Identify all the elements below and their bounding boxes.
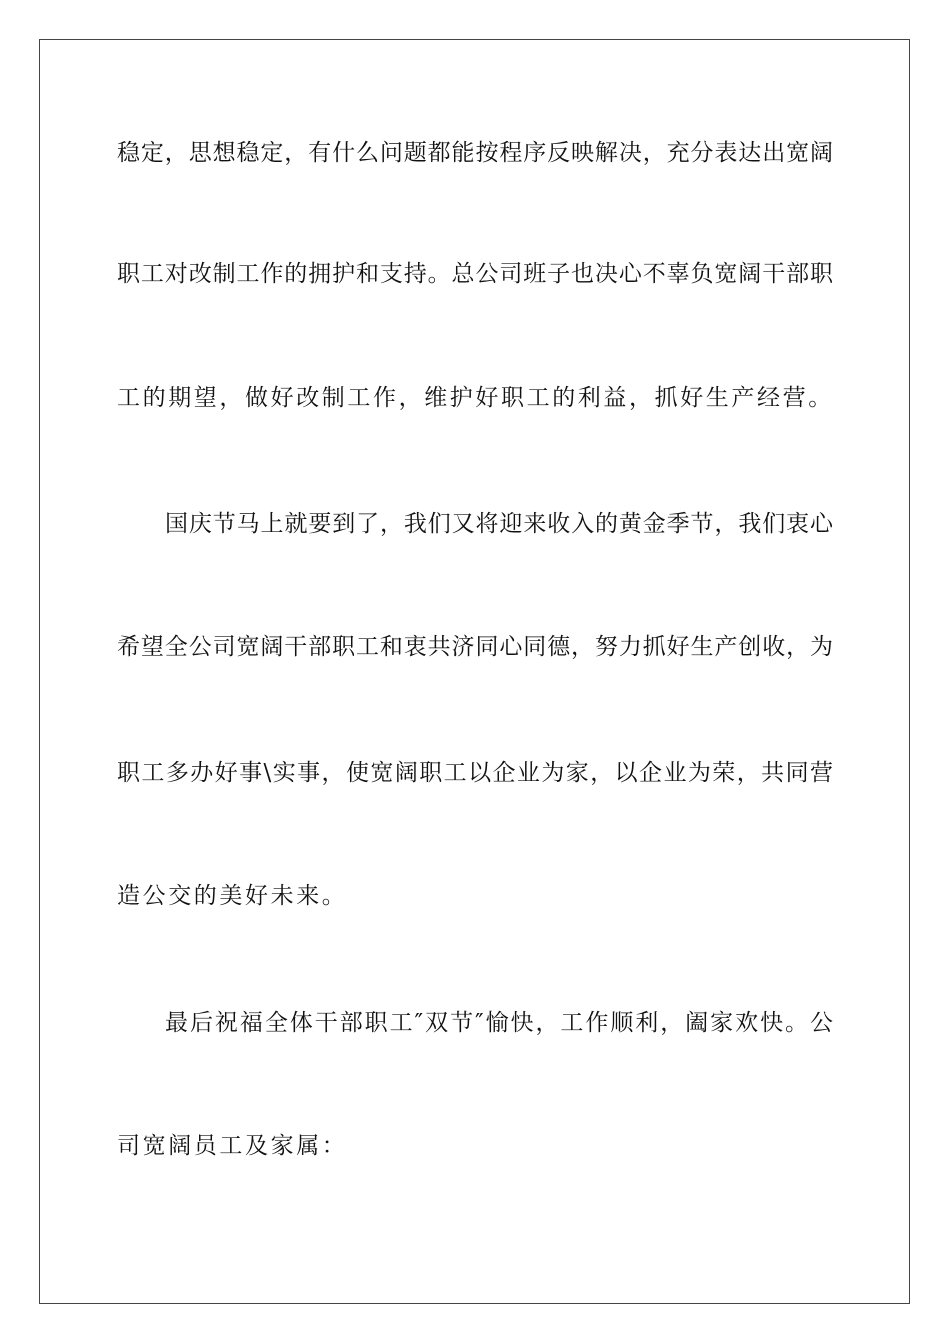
page-border xyxy=(39,39,910,1304)
text-line: 职工多办好事\实事，使宽阔职工以企业为家，以企业为荣，共同营 xyxy=(117,760,833,786)
paragraph-start-line: 最后祝福全体干部职工″双节″愉快，工作顺利，阖家欢快。公 xyxy=(165,1010,833,1036)
text-line: 职工对改制工作的拥护和支持。总公司班子也决心不辜负宽阔干部职 xyxy=(117,261,833,287)
text-line: 工的期望，做好改制工作，维护好职工的利益，抓好生产经营。 xyxy=(117,385,834,411)
text-line: 希望全公司宽阔干部职工和衷共济同心同德，努力抓好生产创收，为 xyxy=(117,634,833,660)
text-line: 稳定，思想稳定，有什么问题都能按程序反映解决，充分表达出宽阔 xyxy=(117,140,833,166)
text-line: 司宽阔员工及家属： xyxy=(117,1133,348,1159)
text-line: 造公交的美好未来。 xyxy=(117,883,348,909)
paragraph-start-line: 国庆节马上就要到了，我们又将迎来收入的黄金季节，我们衷心 xyxy=(165,511,833,537)
